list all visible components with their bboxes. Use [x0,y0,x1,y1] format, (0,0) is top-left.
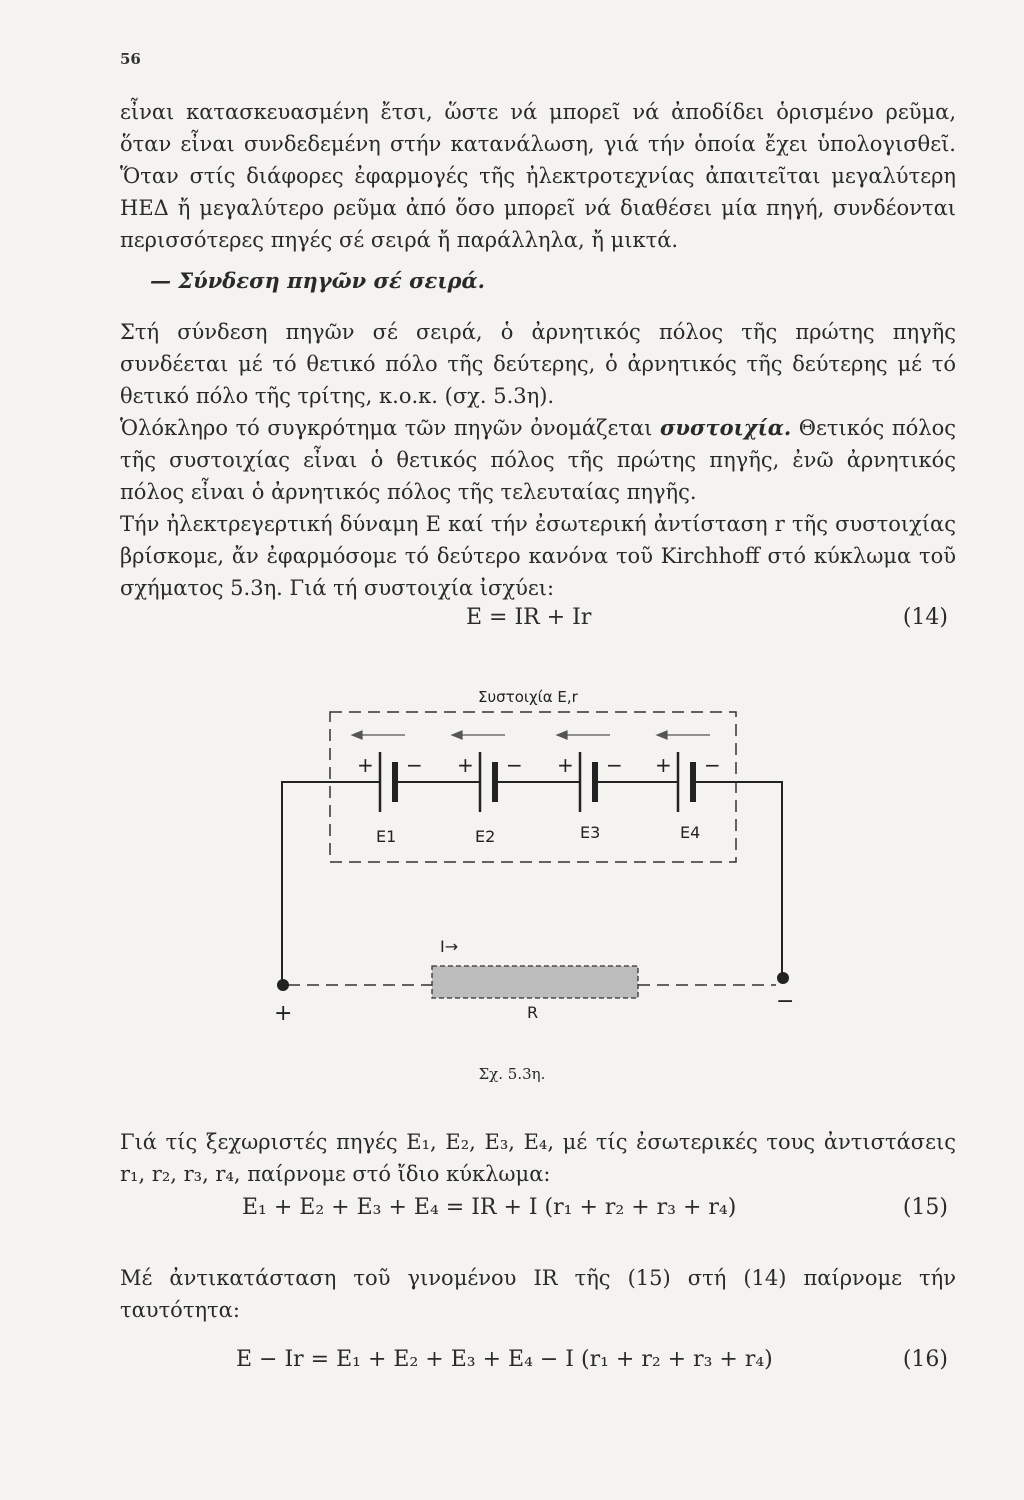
series-connection-paragraph: Στή σύνδεση πηγῶν σέ σειρά, ὁ ἀρνητικός πόλος τῆς πρώτης πηγῆς συνδέεται μέ τό θετικό πόλο τῆς δεύτερης, ὁ ἀρνητικός τῆς δεύτερης μέ τό θετικό πόλο τῆς τρίτης, κ.ο.κ. (σχ. 5.3η). [120,320,956,408]
cell-2-plus: + [457,753,474,777]
battery-text-before: Ὁλόκληρο τό συγκρότημα τῶν πηγῶν ὀνομάζεται [120,416,660,440]
cell-1-plus: + [357,753,374,777]
equation-15 [120,1192,956,1224]
cell-1-minus: − [406,753,423,777]
page-number: 56 [120,50,141,68]
equation-15-number: (15) [902,1195,948,1220]
cell-4-label: E4 [680,823,701,842]
section-heading: — Σύνδεση πηγῶν σέ σειρά. [150,268,485,293]
kirchhoff-paragraph: Τήν ἠλεκτρεγερτική δύναμη Ε καί τήν ἐσωτερική ἀντίσταση r τῆς συστοιχίας βρίσκομε, ἄν ἐφαρμόσομε τό δεύτερο κανόνα τοῦ Kirchhoff στό κύκλωμα τοῦ σχήματος 5.3η. Γιά τή συστοιχία ἰσχύει: [120,512,956,600]
battery-pack-label: Συστοιχία E,r [478,688,578,706]
separate-sources-paragraph: Γιά τίς ξεχωριστές πηγές Ε₁, Ε₂, Ε₃, Ε₄, μέ τίς ἐσωτερικές τους ἀντιστάσεις r₁, r₂, r₃, r₄, παίρνομε στό ἴδιο κύκλωμα: [120,1130,956,1186]
cell-1 [380,752,398,812]
equation-16-expr: E − Ir = E₁ + E₂ + E₃ + E₄ − I (r₁ + r₂ + r₃ + r₄) [236,1347,773,1372]
cell-3 [580,752,598,812]
equation-14-number: (14) [902,605,948,630]
current-label: I→ [440,937,459,956]
circuit-wires [282,782,782,982]
equation-16-number: (16) [902,1347,948,1372]
terminal-plus-node [277,979,289,991]
terminal-minus-node [777,972,789,984]
cell-4 [678,752,696,812]
equation-16 [120,1344,956,1376]
cell-2-label: E2 [475,827,496,846]
resistor-label: R [527,1003,539,1022]
internal-current-arrows [352,731,710,739]
cell-3-plus: + [557,753,574,777]
intro-paragraph: εἶναι κατασκευασμένη ἔτσι, ὥστε νά μπορεῖ νά ἀποδίδει ὁρισμένο ρεῦμα, ὅταν εἶναι συνδεδεμένη στήν κατανάλωση, γιά τήν ὁποία ἔχει ὑπολογισθεῖ. Ὅταν στίς διάφορες ἐφαρμογές τῆς ἠλεκτροτεχνίας ἀπαιτεῖται μεγαλύτερη ΗΕΔ ἤ μεγαλύτερο ρεῦμα ἀπό ὅσο μπορεῖ νά διαθέσει μία πηγή, συνδέονται περισσότερες πηγές σέ σειρά ἤ παράλληλα, ἤ μικτά. [120,100,956,252]
cell-1-label: E1 [376,827,397,846]
cell-3-minus: − [606,753,623,777]
term-battery: συστοιχία. [659,415,792,440]
figure-caption: Σχ. 5.3η. [478,1065,546,1083]
equation-15-expr: E₁ + E₂ + E₃ + E₄ = IR + I (r₁ + r₂ + r₃ + r₄) [242,1195,737,1220]
battery-text-after: Θετικός πόλος τῆς συστοιχίας εἶναι ὁ θετικός πόλος τῆς πρώτης πηγῆς, ἐνῶ ἀρνητικός πόλος εἶναι ὁ ἀρνητικός πόλος τῆς τελευταίας πηγῆς. [120,416,956,504]
cell-2-minus: − [506,753,523,777]
terminal-minus-sign: − [776,989,795,1014]
cell-4-minus: − [704,753,721,777]
terminal-plus-sign: + [274,1001,293,1026]
substitution-paragraph: Μέ ἀντικατάσταση τοῦ γινομένου IR τῆς (15) στή (14) παίρνομε τήν ταυτότητα: [120,1266,956,1322]
cell-2 [480,752,498,812]
cell-4-plus: + [655,753,672,777]
cell-3-label: E3 [580,823,601,842]
load-resistor [432,966,638,998]
equation-14-expr: E = IR + Ir [466,605,592,630]
